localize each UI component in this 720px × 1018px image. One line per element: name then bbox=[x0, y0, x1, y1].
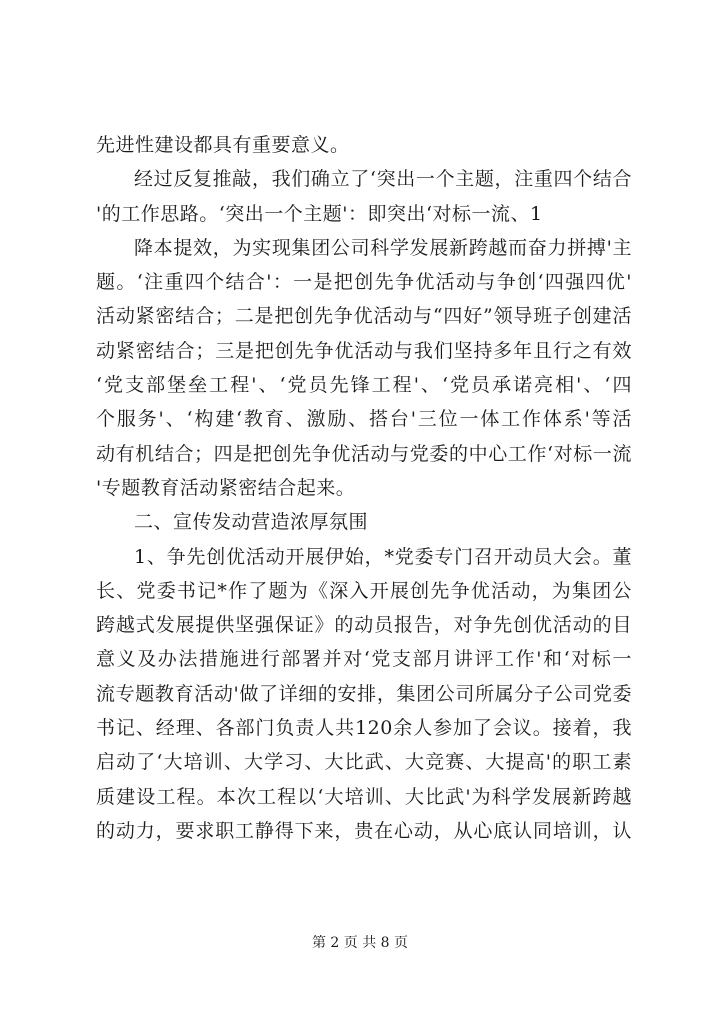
text-line: 降本提效，为实现集团公司科学发展新跨越而奋力拼搏'主 bbox=[134, 236, 632, 259]
text-line: 经过反复推敲，我们确立了‘突出一个主题，注重四个结合 bbox=[134, 168, 632, 191]
text-line: 跨越式发展提供坚强保证》的动员报告，对争先创优活动的目 bbox=[96, 614, 632, 637]
text-line: 的动力，要求职工静得下来，贵在心动，从心底认同培训，认 bbox=[96, 819, 632, 842]
text-line: 质建设工程。本次工程以‘大培训、大比武'为科学发展新跨越 bbox=[96, 785, 632, 808]
text-line: 流专题教育活动'做了详细的安排，集团公司所属分子公司党委 bbox=[96, 682, 632, 705]
body-text bbox=[96, 128, 632, 848]
text-line: 个服务'、‘构建‘教育、激励、搭台'三位一体工作体系'等活 bbox=[96, 408, 632, 431]
page-footer: 第 2 页 共 8 页 bbox=[311, 935, 409, 951]
text-line: 长、党委书记*作了题为《深入开展创先争优活动，为集团公 bbox=[96, 579, 632, 602]
text-line: 动有机结合；四是把创先争优活动与党委的中心工作‘对标一流 bbox=[96, 442, 632, 465]
text-line: '的工作思路。‘突出一个主题'：即突出‘对标一流、1 bbox=[96, 202, 543, 225]
text-line: 题。‘注重四个结合'：一是把创先争优活动与争创‘四强四优' bbox=[96, 271, 632, 294]
text-line: 意义及办法措施进行部署并对‘党支部月讲评工作'和‘对标一 bbox=[96, 648, 632, 671]
text-line: 动紧密结合；三是把创先争优活动与我们坚持多年且行之有效 bbox=[96, 339, 632, 362]
text-line: 启动了‘大培训、大学习、大比武、大竞赛、大提高'的职工素 bbox=[96, 751, 632, 774]
text-line: 活动紧密结合；二是把创先争优活动与“四好”领导班子创建活 bbox=[96, 305, 632, 328]
text-line: 1、争先创优活动开展伊始，*党委专门召开动员大会。董 bbox=[134, 545, 632, 568]
text-line: 二、宣传发动营造浓厚氛围 bbox=[134, 511, 369, 534]
text-line: 书记、经理、各部门负责人共120余人参加了会议。接着，我 bbox=[96, 717, 632, 740]
text-line: ‘党支部堡垒工程'、‘党员先锋工程'、‘党员承诺亮相'、‘四 bbox=[96, 374, 632, 397]
text-line: '专题教育活动紧密结合起来。 bbox=[96, 476, 356, 499]
text-line: 先进性建设都具有重要意义。 bbox=[96, 134, 350, 156]
